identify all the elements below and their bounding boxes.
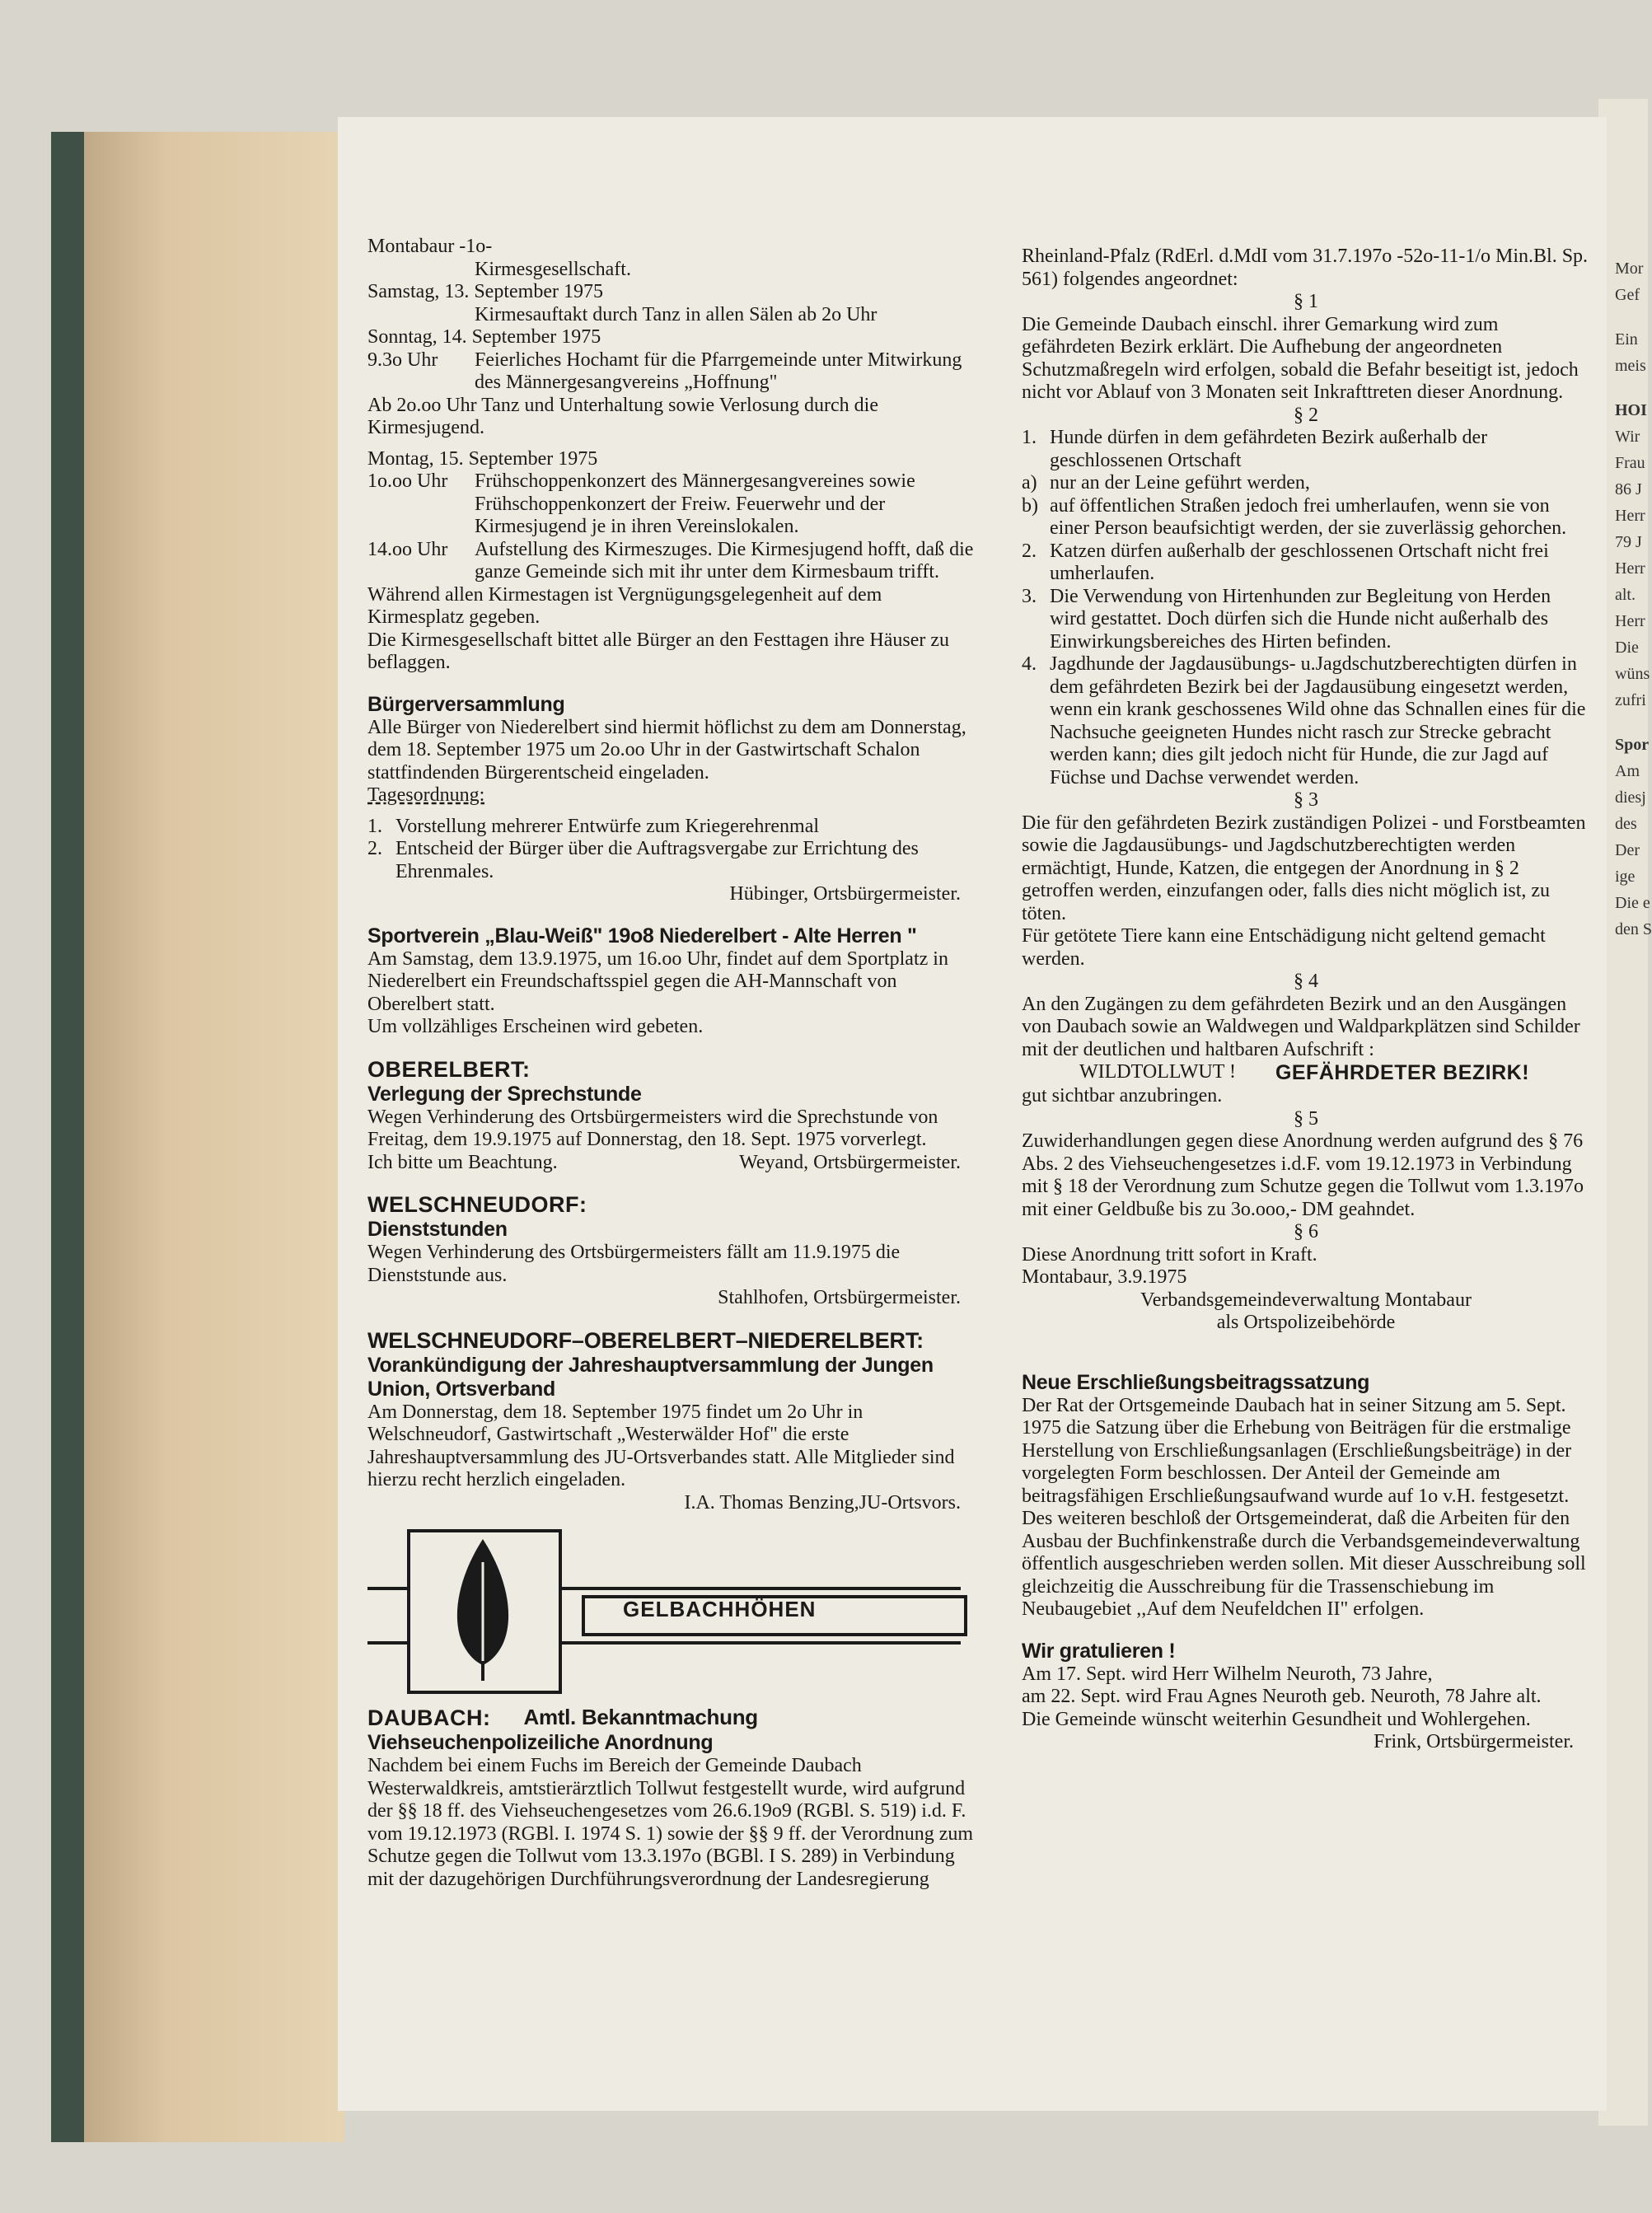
- section-body: Nachdem bei einem Fuchs im Bereich der Gemeinde Daubach Westerwaldkreis, amtstierärztlich Tollwut festgestellt wurde, wird aufgrund der §§ 18 ff. des Viehseuchengesetzes vom 26.6.19o9 (RGBl. S. 519) i.d. F. vom 19.12.1973 (RGBl. I. 1974 S. 1) sowie der §§ 9 ff. der Verordnung zum Schutze gegen die Tollwut vom 13.3.197o (BGBl. I S. 289) in Verbindung mit der dazugehörigen Durchführungsverordnung der Landesregierung: [367, 1755, 974, 1890]
- left-column: [367, 236, 977, 1891]
- section-heading: Amtl. Bekanntmachung: [523, 1705, 758, 1729]
- section-body: Des weiteren beschloß der Ortsgemeinderat, daß die Arbeiten für den Ausbau der Buchfinkenstraße durch die Verbandsgemeindeverwaltung öffentlich ausgeschrieben werden sollen. Mit dieser Ausschreibung soll gleichzeitig die Ausschreibung für die Trassenschiebung im Neubaugebiet ,,Auf dem Neufeldchen II" erfolgen.: [1022, 1508, 1586, 1620]
- section-heading: Wir gratulieren !: [1022, 1639, 1176, 1663]
- kirmes-time-entry: [367, 470, 977, 539]
- section-body: Für getötete Tiere kann eine Entschädigung nicht geltend gemacht werden.: [1022, 925, 1546, 970]
- section-body: Montabaur, 3.9.1975: [1022, 1266, 1187, 1288]
- section-body: Zuwiderhandlungen gegen diese Anordnung werden aufgrund des § 76 Abs. 2 des Viehseuchengesetzes i.d.F. vom 19.12.1973 in Verbindung mit § 18 der Verordnung zum Schutze gegen die Tollwut vom 1.3.197o mit einer Geldbuße bis zu 3o.ooo,- DM geahndet.: [1022, 1130, 1584, 1220]
- sign-text: WILDTOLLWUT !: [1079, 1061, 1236, 1083]
- erschliessung: [1022, 1371, 1590, 1621]
- section-subheading: Dienststunden: [367, 1218, 508, 1241]
- kirmes-line: Montabaur -1o-: [367, 236, 493, 257]
- gelbachhoehen-logo: [367, 1529, 977, 1694]
- section-heading: DAUBACH:: [367, 1705, 491, 1730]
- section-heading: Sportverein „Blau-Weiß" 19o8 Niederelbert - Alte Herren ": [367, 924, 917, 947]
- section-body: Die Gemeinde wünscht weiterhin Gesundheit und Wohlergehen.: [1022, 1708, 1531, 1730]
- rule-item: 4. Jagdhunde der Jagdausübungs- u.Jagdschutzberechtigten dürfen in dem gefährdeten Bezirk bei der Jagdausübung eingesetzt werden, wenn ein krank geschossenes Wild ohne das Schnallen eines für die Nachsuche geeigneten Hundes nicht rasch zur Strecke gebracht werden kann; dies gilt jedoch nicht für Hunde, die zur Jagd auf Füchse und Dachse verwendet werden.: [1022, 653, 1586, 788]
- buergerversammlung: [367, 693, 977, 906]
- rule-item: b) auf öffentlichen Straßen jedoch frei umherlaufen, wenn sie von einer Person beaufsichtigt werden, der sie zuverlässig gehorchen.: [1022, 494, 1567, 539]
- time-text: Aufstellung des Kirmeszuges. Die Kirmesjugend hofft, daß die ganze Gemeinde sich mit ihr unter dem Kirmesbaum trifft.: [475, 538, 974, 582]
- section-body: Alle Bürger von Niederelbert sind hiermit höflichst zu dem am Donnerstag, dem 18. September 1975 um 2o.oo Uhr in der Gastwirtschaft Schalon stattfindenden Bürgerentscheid eingeladen.: [367, 716, 966, 784]
- time-label: 1o.oo Uhr: [367, 470, 448, 492]
- section-body: Die für den gefährdeten Bezirk zuständigen Polizei - und Forstbeamten sowie die Jagdausübungs- und Jagdschutzberechtigten werden ermächtigt, Hunde, Katzen, die entgegen der Anordnung in § 2 getroffen werden, einzufangen oder, falls dies nicht möglich ist, zu töten.: [1022, 812, 1586, 924]
- book-spine: [51, 132, 84, 2142]
- kirmes-line: Kirmesauftakt durch Tanz in allen Sälen ab 2o Uhr: [475, 303, 877, 325]
- paragraph-sign: § 2: [1294, 404, 1318, 426]
- section-heading: Bürgerversammlung: [367, 692, 565, 716]
- kirmes-programme: [367, 236, 977, 675]
- section-body: Um vollzähliges Erscheinen wird gebeten.: [367, 1016, 704, 1037]
- signature: I.A. Thomas Benzing,JU-Ortsvors.: [684, 1491, 961, 1514]
- rule-item: a) nur an der Leine geführt werden,: [1022, 472, 1310, 494]
- section-body: am 22. Sept. wird Frau Agnes Neuroth geb. Neuroth, 78 Jahre alt.: [1022, 1686, 1542, 1707]
- section-body: Ich bitte um Beachtung.: [367, 1151, 558, 1173]
- paragraph-sign: § 5: [1294, 1107, 1318, 1130]
- section-body: An den Zugängen zu dem gefährdeten Bezirk und an den Ausgängen von Daubach sowie an Waldwegen und Waldparkplätzen sind Schilder mit der deutlichen und haltbaren Aufschrift :: [1022, 993, 1580, 1060]
- signature: als Ortspolizeibehörde: [1216, 1312, 1396, 1333]
- kirmes-line: Montag, 15. September 1975: [367, 447, 598, 470]
- paragraph-sign: § 6: [1294, 1221, 1318, 1242]
- logo-label: GELBACHHÖHEN: [623, 1597, 817, 1621]
- kirmes-line: Während allen Kirmestagen ist Vergnügungsgelegenheit auf dem Kirmesplatz gegeben.: [367, 583, 882, 628]
- section-subheading: Vorankündigung der Jahreshauptversammlung der Jungen Union, Ortsverband: [367, 1353, 934, 1401]
- signature: Frink, Ortsbürgermeister.: [1374, 1731, 1574, 1752]
- section-heading: Neue Erschließungsbeitragssatzung: [1022, 1370, 1370, 1394]
- signature: Verbandsgemeindeverwaltung Montabaur: [1140, 1289, 1472, 1311]
- next-page-text: Mor Gef Ein meis HOI Wir Frau 86 J Herr 79 J Herr alt. Herr Die wüns zufri Spor Am diesj des Der ige Die e den S: [1615, 260, 1652, 938]
- junge-union: [367, 1328, 977, 1515]
- leaf-icon: [450, 1537, 516, 1682]
- section-heading: WELSCHNEUDORF–OBERELBERT–NIEDERELBERT:: [367, 1327, 924, 1353]
- section-body: Wegen Verhinderung des Ortsbürgermeisters wird die Sprechstunde von Freitag, dem 19.9.1975 auf Donnerstag, den 18. Sept. 1975 vorverlegt.: [367, 1106, 938, 1150]
- agenda-item: 2. Entscheid der Bürger über die Auftragsvergabe zur Errichtung des Ehrenmales.: [367, 838, 919, 882]
- section-body: Am Samstag, dem 13.9.1975, um 16.oo Uhr, findet auf dem Sportplatz in Niederelbert ein Freundschaftsspiel gegen die AH-Mannschaft von Oberelbert statt.: [367, 947, 948, 1015]
- kirmes-time-entry: [367, 539, 977, 584]
- kirmes-line: Kirmesgesellschaft.: [475, 258, 631, 280]
- section-body: gut sichtbar anzubringen.: [1022, 1085, 1223, 1106]
- signature: Hübinger, Ortsbürgermeister.: [729, 883, 961, 905]
- section-body: Der Rat der Ortsgemeinde Daubach hat in seiner Sitzung am 5. Sept. 1975 die Satzung über die Erhebung von Beiträgen für die erstmalige Herstellung von Erschließungsanlagen (Erschließungsbeiträge) in der vorgelegten Form beschlossen. Der Anteil der Gemeinde am beitragsfähigen Erschließungsaufwand wurde auf 1o v.H. festgesetzt.: [1022, 1394, 1572, 1507]
- signature: Stahlhofen, Ortsbürgermeister.: [718, 1287, 961, 1308]
- paragraph-sign: § 1: [1294, 291, 1318, 312]
- section-body: Am Donnerstag, dem 18. September 1975 findet um 2o Uhr in Welschneudorf, Gastwirtschaft „Westerwälder Hof" die erste Jahreshauptversammlung des JU-Ortsverbandes statt. Alle Mitglieder sind hierzu recht herzlich eingeladen.: [367, 1401, 955, 1490]
- agenda-label: Tagesordnung:: [367, 784, 485, 806]
- sportverein: [367, 924, 977, 1039]
- agenda-item: 1. Vorstellung mehrerer Entwürfe zum Kriegerehrenmal: [367, 815, 820, 837]
- section-body: Am 17. Sept. wird Herr Wilhelm Neuroth, 73 Jahre,: [1022, 1663, 1433, 1685]
- sign-text: GEFÄHRDETER BEZIRK!: [1275, 1061, 1530, 1084]
- rule-item: 3. Die Verwendung von Hirtenhunden zur Begleitung von Herden wird gestattet. Doch dürfen sich die Hunde nicht außerhalb des Einwirkungsbereiches des Hirten befinden.: [1022, 585, 1551, 653]
- time-text: Feierliches Hochamt für die Pfarrgemeinde unter Mitwirkung des Männergesangvereins „Hoffnung": [475, 349, 962, 393]
- kirmes-line: Die Kirmesgesellschaft bittet alle Bürger an den Festtagen ihre Häuser zu beflaggen.: [367, 629, 949, 673]
- paragraph-sign: § 3: [1294, 789, 1318, 811]
- rule-item: 1. Hunde dürfen in dem gefährdeten Bezirk außerhalb der geschlossenen Ortschaft: [1022, 427, 1488, 471]
- oberelbert: [367, 1057, 977, 1175]
- section-body: Die Gemeinde Daubach einschl. ihrer Gemarkung wird zum gefährdeten Bezirk erklärt. Die Aufhebung der angeordneten Schutzmaßregeln wird erfolgen, sobald die Befahr beseitigt ist, jedoch nicht vor Ablauf von 3 Monaten seit Inkrafttreten dieser Anordnung.: [1022, 313, 1579, 403]
- section-subheading: Verlegung der Sprechstunde: [367, 1082, 642, 1106]
- time-text: Frühschoppenkonzert des Männergesangvereines sowie Frühschoppenkonzert der Freiw. Feuerwehr und der Kirmesjugend je in ihren Vereinslokalen.: [475, 470, 915, 537]
- kirmes-line: Sonntag, 14. September 1975: [367, 326, 601, 348]
- time-label: 9.3o Uhr: [367, 349, 438, 371]
- kirmes-line: Ab 2o.oo Uhr Tanz und Unterhaltung sowie Verlosung durch die Kirmesjugend.: [367, 394, 878, 438]
- rule-item: 2. Katzen dürfen außerhalb der geschlossenen Ortschaft nicht frei umherlaufen.: [1022, 540, 1549, 584]
- signature: Weyand, Ortsbürgermeister.: [739, 1151, 961, 1173]
- welschneudorf: [367, 1192, 977, 1310]
- book-page-edges: [51, 132, 344, 2142]
- section-subheading: Viehseuchenpolizeiliche Anordnung: [367, 1731, 714, 1754]
- kirmes-time-entry: [367, 349, 977, 395]
- paragraph-sign: § 4: [1294, 971, 1318, 992]
- section-body: Diese Anordnung tritt sofort in Kraft.: [1022, 1243, 1317, 1266]
- section-heading: WELSCHNEUDORF:: [367, 1192, 587, 1217]
- section-body: Wegen Verhinderung des Ortsbürgermeisters fällt am 11.9.1975 die Dienststunde aus.: [367, 1242, 901, 1286]
- daubach: [367, 1705, 977, 1891]
- time-label: 14.oo Uhr: [367, 538, 448, 560]
- kirmes-line: Samstag, 13. September 1975: [367, 281, 603, 302]
- section-heading: OBERELBERT:: [367, 1056, 531, 1082]
- section-body: Rheinland-Pfalz (RdErl. d.MdI vom 31.7.197o -52o-11-1/o Min.Bl. Sp. 561) folgendes angeordnet:: [1022, 246, 1589, 290]
- gratulation: [1022, 1640, 1590, 1754]
- right-column: [1022, 246, 1590, 1754]
